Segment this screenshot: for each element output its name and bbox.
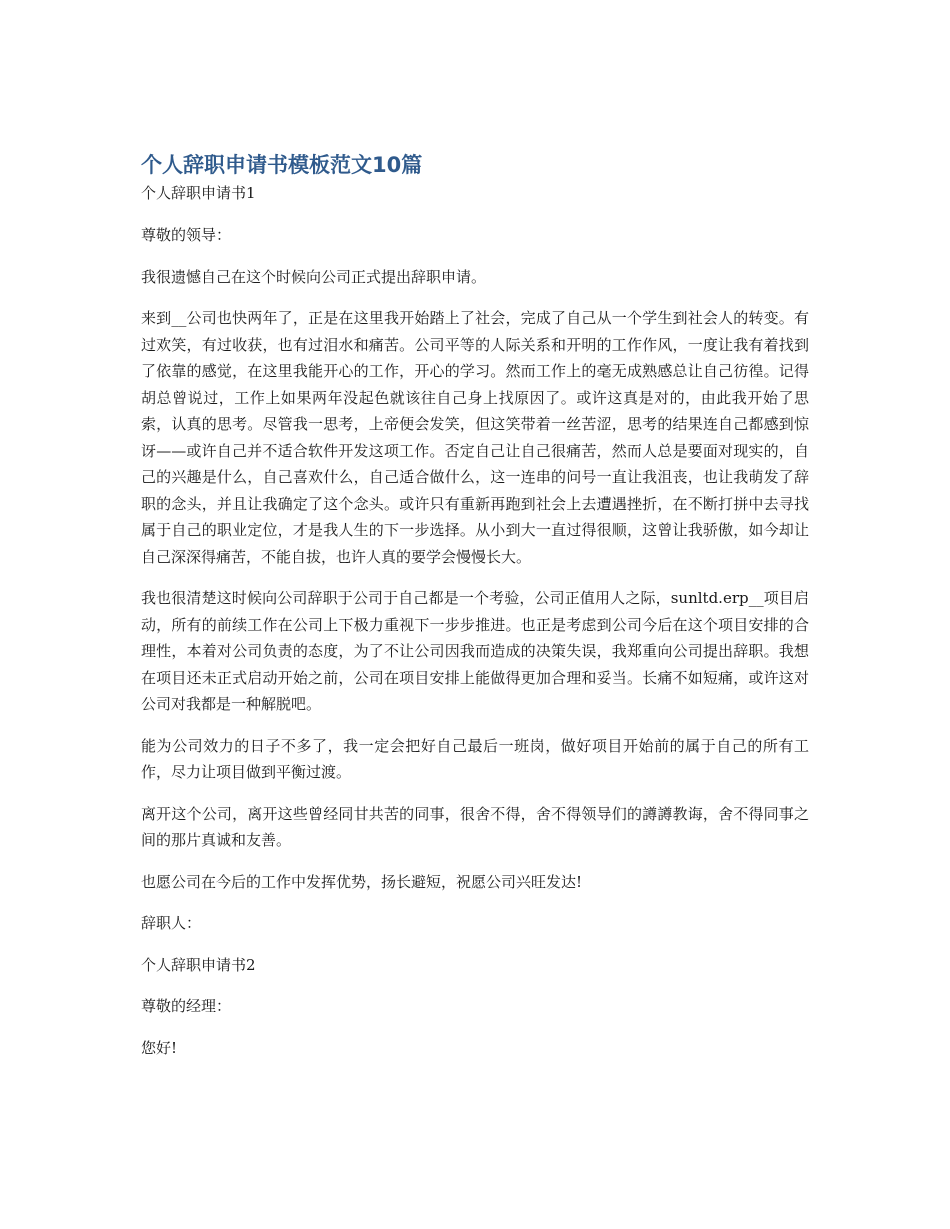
paragraph-reflection: 来到__公司也快两年了，正是在这里我开始踏上了社会，完成了自己从一个学生到社会人的转变。有过欢笑，有过收获，也有过泪水和痛苦。公司平等的人际关系和开明的工作作风，一度让我有着找到了依靠的感觉，在这里我能开心的工作，开心的学习。然而工作上的毫无成熟感总让自己彷徨。记得胡总曾说过，工作上如果两年没起色就该往自己身上找原因了。或许这真是对的，由此我开始了思索，认真的思考。尽管我一思考，上帝便会发笑，但这笑带着一丝苦涩，思考的结果连自己都感到惊讶——或许自己并不适合软件开发这项工作。否定自己让自己很痛苦，然而人总是要面对现实的，自己的兴趣是什么，自己喜欢什么，自己适合做什么，这一连串的问号一直让我沮丧，也让我萌发了辞职的念头，并且让我确定了这个念头。或许只有重新再跑到社会上去遭遇挫折，在不断打拼中去寻找属于自己的职业定位，才是我人生的下一步选择。从小到大一直过得很顺，这曾让我骄傲，如今却让自己深深得痛苦，不能自拔，也许人真的要学会慢慢长大。 bbox=[141, 309, 809, 566]
salutation-2: 尊敬的经理： bbox=[141, 997, 232, 1015]
document-page bbox=[141, 150, 809, 1061]
paragraph-farewell: 离开这个公司，离开这些曾经同甘共苦的同事，很舍不得，舍不得领导们的譐譐教诲，舍不得同事之间的那片真诚和友善。 bbox=[141, 804, 809, 849]
salutation: 尊敬的领导： bbox=[141, 226, 232, 244]
greeting: 您好! bbox=[141, 1038, 178, 1057]
paragraph-wishes: 也愿公司在今后的工作中发挥优势，扬长避短，祝愿公司兴旺发达! bbox=[141, 872, 583, 891]
signature-line: 辞职人： bbox=[141, 914, 202, 932]
paragraph-regret: 我很遗憾自己在这个时候向公司正式提出辞职申请。 bbox=[141, 267, 487, 286]
section-heading: 个人辞职申请书1 bbox=[141, 184, 256, 202]
paragraph-handover: 能为公司效力的日子不多了，我一定会把好自己最后一班岗，做好项目开始前的属于自己的所有工作，尽力让项目做到平衡过渡。 bbox=[141, 736, 809, 781]
paragraph-project: 我也很清楚这时候向公司辞职于公司于自己都是一个考验，公司正值用人之际，sunltd.erp__项目启动，所有的前续工作在公司上下极力重视下一步步推进。也正是考虑到公司今后在这个项目安排的合理性，本着对公司负责的态度，为了不让公司因我而造成的决策失误，我郑重向公司提出辞职。我想在项目还未正式启动开始之前，公司在项目安排上能做得更加合理和妥当。长痛不如短痛，或许这对公司对我都是一种解脱吧。 bbox=[141, 589, 809, 713]
section-heading-2: 个人辞职申请书2 bbox=[141, 955, 256, 974]
document-title: 个人辞职申请书模板范文10篇 bbox=[141, 153, 423, 177]
